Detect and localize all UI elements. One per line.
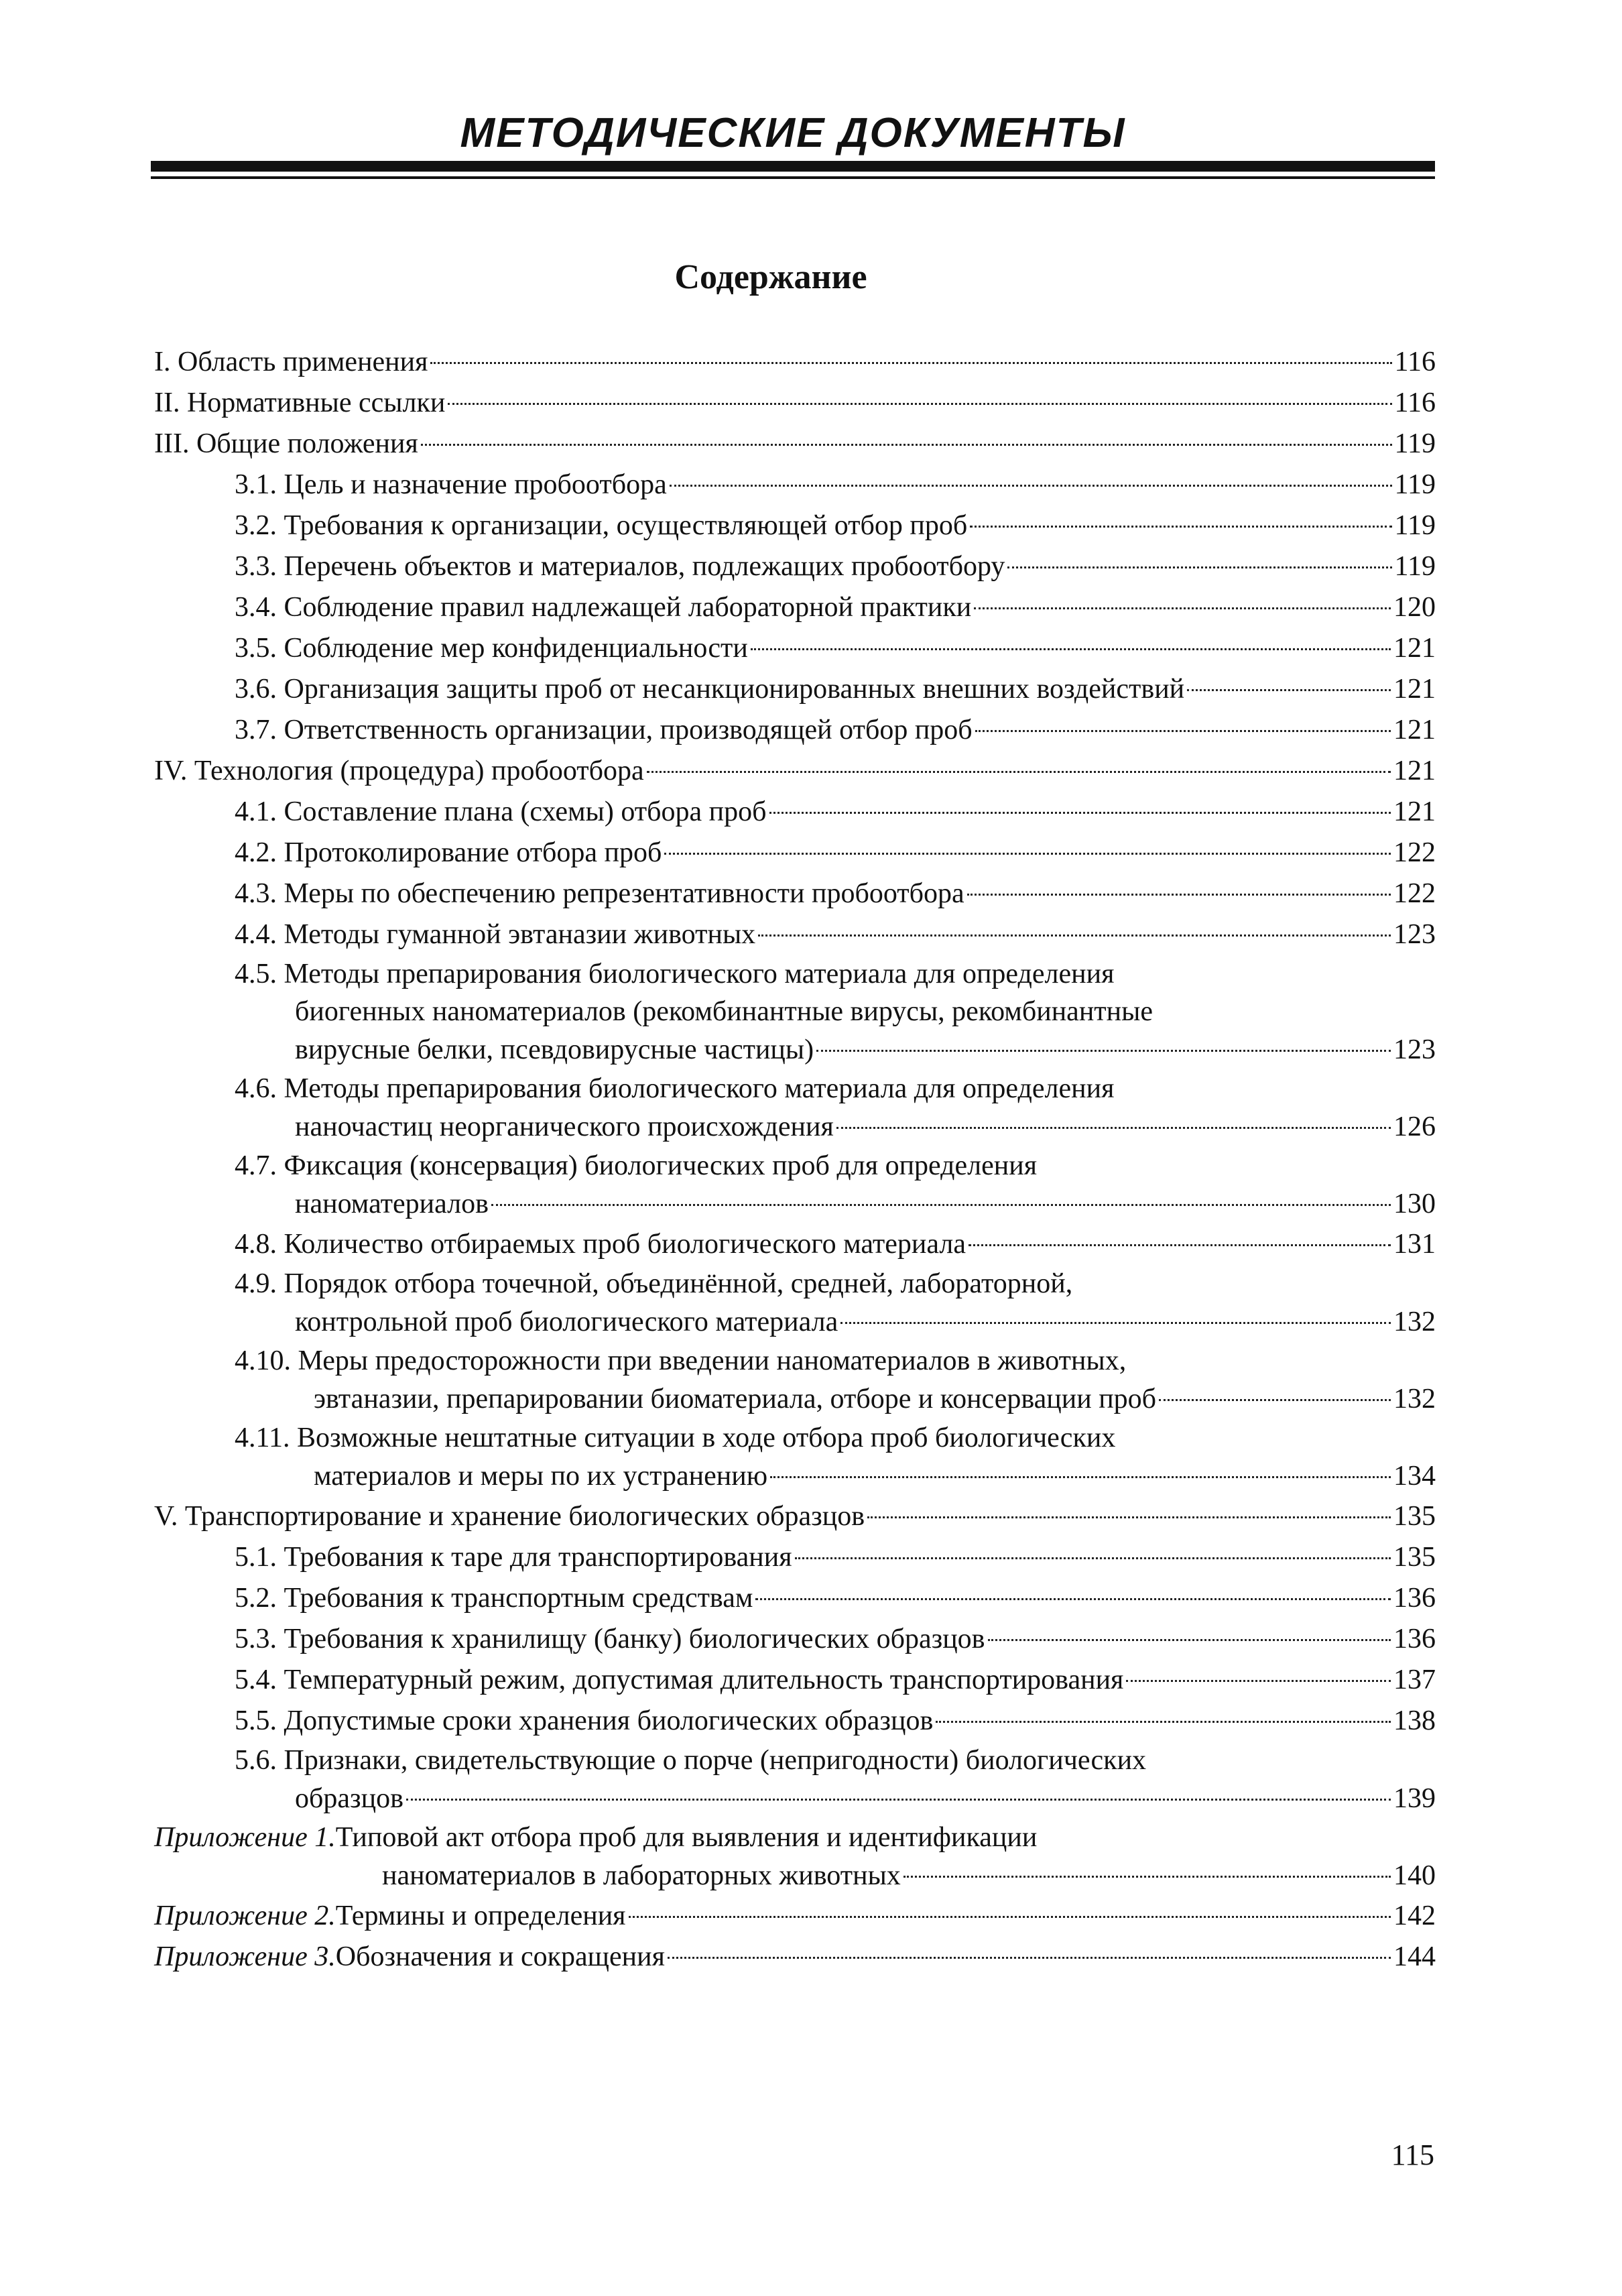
toc-entry-page: 122: [1393, 837, 1436, 868]
toc-entry-title: 4.2. Протоколирование отбора проб: [235, 837, 662, 868]
dot-leader: [936, 1721, 1391, 1723]
toc-entry[interactable]: [154, 833, 1436, 873]
dot-leader: [867, 1516, 1391, 1518]
dot-leader: [967, 894, 1391, 896]
dot-leader: [1126, 1680, 1391, 1682]
dot-leader: [755, 1598, 1391, 1600]
toc-entry-title: 5.4. Температурный режим, допустимая длительность транспортирования: [235, 1665, 1124, 1695]
dot-leader: [816, 1050, 1391, 1052]
toc-entry-page: 138: [1393, 1705, 1436, 1736]
dot-leader: [430, 362, 1391, 364]
toc-entry[interactable]: [154, 546, 1436, 587]
toc-entry-title-continuation: наноматериалов в лабораторных животных: [382, 1860, 901, 1891]
toc-entry-page: 121: [1393, 796, 1436, 827]
toc-entry-title: 5.6. Признаки, свидетельствующие о порче (непригодности) биологических: [235, 1745, 1147, 1776]
dot-leader: [988, 1639, 1391, 1641]
toc-entry-page: 135: [1393, 1501, 1436, 1532]
dot-leader: [406, 1799, 1391, 1801]
toc-entry-title: 3.3. Перечень объектов и материалов, подлежащих пробоотбору: [235, 551, 1005, 582]
toc-entry-title: 4.3. Меры по обеспечению репрезентативности пробоотбора: [235, 878, 964, 909]
toc-entry-page: 139: [1393, 1783, 1436, 1814]
toc-entry[interactable]: [154, 465, 1436, 505]
dot-leader: [970, 526, 1391, 528]
toc-entry[interactable]: [154, 424, 1436, 465]
dot-leader: [969, 1244, 1391, 1246]
toc-entry[interactable]: [154, 1537, 1436, 1578]
toc-entry-title-continuation: вирусные белки, псевдовирусные частицы): [295, 1034, 814, 1065]
toc-entry[interactable]: [154, 587, 1436, 628]
toc-entry-title: 4.1. Составление плана (схемы) отбора проб: [235, 796, 767, 827]
toc-entry[interactable]: [154, 1619, 1436, 1660]
dot-leader: [1007, 566, 1391, 568]
toc-entry-title: 5.5. Допустимые сроки хранения биологических образцов: [235, 1705, 934, 1736]
toc-entry-page: 126: [1393, 1111, 1436, 1142]
toc-entry-page: 121: [1393, 674, 1436, 705]
dot-leader: [974, 607, 1391, 609]
toc-entry-page: 119: [1394, 510, 1436, 541]
dot-leader: [491, 1204, 1391, 1206]
toc-entry[interactable]: [154, 1224, 1436, 1265]
toc-entry-title: 3.1. Цель и назначение пробоотбора: [235, 469, 667, 500]
toc-entry[interactable]: [154, 1937, 1436, 1978]
toc-entry-title: 4.6. Методы препарирования биологического материала для определения: [235, 1073, 1115, 1104]
toc-entry-title-continuation: контрольной проб биологического материала: [295, 1307, 838, 1337]
toc-entry-title: 5.1. Требования к таре для транспортирования: [235, 1542, 792, 1573]
toc-entry-page: 122: [1393, 878, 1436, 909]
toc-entry-page: 142: [1393, 1900, 1436, 1931]
toc-entry[interactable]: [154, 1896, 1436, 1937]
toc-entry-title: 4.10. Меры предосторожности при введении наноматериалов в животных,: [235, 1345, 1127, 1376]
toc-entry-title-continuation: образцов: [295, 1783, 403, 1814]
toc-entry-title: Термины и определения: [335, 1900, 626, 1931]
dot-leader: [1159, 1399, 1391, 1401]
toc-title: Содержание: [674, 258, 867, 296]
toc-entry[interactable]: [154, 628, 1436, 669]
toc-entry-page: 136: [1393, 1624, 1436, 1654]
toc-entry[interactable]: [154, 1742, 1436, 1819]
toc-entry-page: 119: [1394, 428, 1436, 459]
toc-entry[interactable]: [154, 505, 1436, 546]
toc-entry-title: I. Область применения: [154, 347, 428, 377]
dot-leader: [795, 1557, 1391, 1559]
toc-entry-title-continuation: наночастиц неорганического происхождения: [295, 1111, 834, 1142]
dot-leader: [664, 853, 1391, 855]
toc-entry[interactable]: [154, 1265, 1436, 1342]
header-rule-thick: [151, 161, 1435, 172]
toc-entry-title: 3.7. Ответственность организации, производящей отбор проб: [235, 715, 973, 745]
appendix-label: Приложение 2.: [154, 1900, 336, 1931]
toc-entry-title-continuation: биогенных наноматериалов (рекомбинантные вирусы, рекомбинантные: [295, 996, 1153, 1027]
header-rule-thin: [151, 176, 1435, 179]
dot-leader: [629, 1916, 1391, 1918]
dot-leader: [770, 1476, 1391, 1478]
toc-entry-title-continuation: материалов и меры по их устранению: [314, 1461, 768, 1492]
toc-entry[interactable]: [154, 914, 1436, 955]
toc-entry-page: 132: [1393, 1307, 1436, 1337]
page-number: 115: [1391, 2138, 1434, 2171]
running-header-title: МЕТОДИЧЕСКИЕ ДОКУМЕНТЫ: [460, 110, 1126, 156]
toc-entry-title: 4.11. Возможные нештатные ситуации в ходе отбора проб биологических: [235, 1423, 1116, 1453]
toc-entry-page: 131: [1393, 1229, 1436, 1260]
appendix-label: Приложение 3.: [154, 1941, 336, 1972]
toc-entry-page: 140: [1393, 1860, 1436, 1891]
toc-entry[interactable]: [154, 1419, 1436, 1496]
toc-entry-title: Типовой акт отбора проб для выявления и идентификации: [335, 1822, 1038, 1853]
toc-entry-title: Обозначения и сокращения: [335, 1941, 665, 1972]
toc-entry[interactable]: [154, 1496, 1436, 1537]
dot-leader: [840, 1322, 1391, 1324]
toc-entry-title: 5.2. Требования к транспортным средствам: [235, 1583, 753, 1614]
toc-entry-title: III. Общие положения: [154, 428, 418, 459]
appendix-label: Приложение 1.: [154, 1822, 336, 1853]
toc-entry-page: 132: [1393, 1384, 1436, 1414]
dot-leader: [647, 771, 1391, 773]
dot-leader: [448, 403, 1391, 405]
toc-entry[interactable]: [154, 669, 1436, 710]
toc-entry-title-continuation: эвтаназии, препарировании биоматериала, отборе и консервации проб: [314, 1384, 1157, 1414]
toc-entry-page: 135: [1393, 1542, 1436, 1573]
toc-entry[interactable]: [154, 955, 1436, 1070]
toc-entry-page: 123: [1393, 1034, 1436, 1065]
dot-leader: [758, 934, 1391, 936]
toc-entry-title: 4.8. Количество отбираемых проб биологического материала: [235, 1229, 966, 1260]
table-of-contents: [154, 342, 1436, 1978]
toc-entry[interactable]: [154, 1819, 1436, 1896]
toc-entry-page: 136: [1393, 1583, 1436, 1614]
toc-entry-title: 3.2. Требования к организации, осуществляющей отбор проб: [235, 510, 968, 541]
dot-leader: [668, 1957, 1391, 1959]
toc-entry-page: 137: [1393, 1665, 1436, 1695]
toc-entry-page: 119: [1394, 551, 1436, 582]
dot-leader: [836, 1127, 1391, 1129]
toc-entry[interactable]: [154, 751, 1436, 792]
toc-entry[interactable]: [154, 792, 1436, 833]
toc-entry-title: IV. Технология (процедура) пробоотбора: [154, 756, 644, 786]
dot-leader: [670, 485, 1392, 487]
dot-leader: [769, 812, 1391, 814]
toc-entry-title: 4.9. Порядок отбора точечной, объединённой, средней, лабораторной,: [235, 1268, 1073, 1299]
toc-entry-title: V. Транспортирование и хранение биологических образцов: [154, 1501, 865, 1532]
toc-entry-title: 5.3. Требования к хранилищу (банку) биологических образцов: [235, 1624, 985, 1654]
toc-entry[interactable]: [154, 1578, 1436, 1619]
toc-entry[interactable]: [154, 710, 1436, 751]
toc-entry-title: II. Нормативные ссылки: [154, 387, 446, 418]
toc-entry-page: 121: [1393, 715, 1436, 745]
toc-entry-page: 144: [1393, 1941, 1436, 1972]
toc-entry-title: 3.4. Соблюдение правил надлежащей лабораторной практики: [235, 592, 972, 623]
toc-entry[interactable]: [154, 1147, 1436, 1224]
toc-entry-page: 123: [1393, 919, 1436, 950]
toc-entry[interactable]: [154, 873, 1436, 914]
toc-entry-page: 116: [1394, 347, 1436, 377]
toc-entry-title: 3.5. Соблюдение мер конфиденциальности: [235, 633, 748, 664]
toc-entry-page: 134: [1393, 1461, 1436, 1492]
toc-entry[interactable]: [154, 342, 1436, 383]
toc-entry[interactable]: [154, 383, 1436, 424]
toc-entry[interactable]: [154, 1701, 1436, 1742]
toc-entry[interactable]: [154, 1070, 1436, 1147]
dot-leader: [421, 444, 1392, 446]
toc-entry-page: 120: [1393, 592, 1436, 623]
toc-entry-title: 4.4. Методы гуманной эвтаназии животных: [235, 919, 756, 950]
dot-leader: [1187, 689, 1391, 691]
toc-entry-page: 116: [1394, 387, 1436, 418]
toc-entry-page: 121: [1393, 633, 1436, 664]
toc-entry-title-continuation: наноматериалов: [295, 1189, 489, 1219]
toc-entry-title: 4.7. Фиксация (консервация) биологических проб для определения: [235, 1150, 1038, 1181]
toc-entry-page: 130: [1393, 1189, 1436, 1219]
dot-leader: [751, 648, 1391, 650]
toc-entry-page: 121: [1393, 756, 1436, 786]
dot-leader: [975, 730, 1391, 732]
toc-entry[interactable]: [154, 1660, 1436, 1701]
toc-entry-title: 3.6. Организация защиты проб от несанкционированных внешних воздействий: [235, 674, 1185, 705]
dot-leader: [903, 1876, 1391, 1878]
toc-entry-page: 119: [1394, 469, 1436, 500]
toc-entry-title: 4.5. Методы препарирования биологического материала для определения: [235, 959, 1115, 989]
toc-entry[interactable]: [154, 1342, 1436, 1419]
